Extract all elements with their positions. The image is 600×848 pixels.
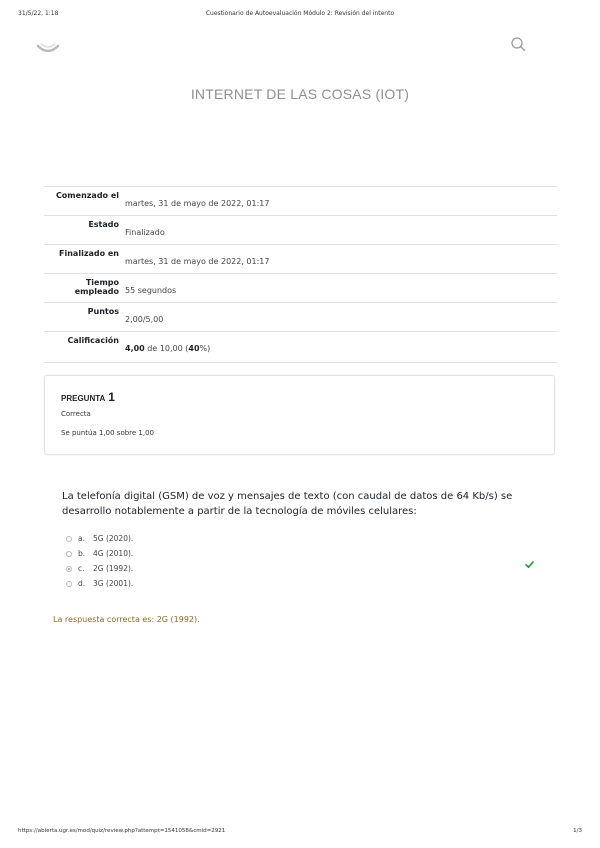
answer-list [66, 531, 133, 591]
print-date: 31/5/22, 1:18 [18, 10, 59, 17]
answer-text: 3G (2001). [93, 579, 134, 588]
summary-value: 55 segundos [125, 286, 177, 295]
answer-text: 2G (1992). [93, 564, 134, 573]
print-footer [18, 828, 582, 838]
print-page-number: 1/3 [573, 828, 582, 834]
course-title: INTERNET DE LAS COSAS (IOT) [190, 86, 410, 102]
question-label: PREGUNTA [61, 394, 106, 403]
radio-button[interactable] [66, 536, 72, 542]
summary-label: Comenzado el [55, 191, 119, 200]
answer-letter: d. [78, 579, 86, 588]
summary-row-state [44, 215, 557, 244]
answer-text: 4G (2010). [93, 549, 134, 558]
summary-label: Tiempo empleado [74, 278, 119, 296]
logo-icon[interactable] [36, 38, 60, 56]
summary-grade-value [119, 332, 210, 362]
radio-button-selected[interactable] [66, 566, 72, 572]
answer-option-b[interactable] [66, 546, 133, 561]
summary-value: 2,00/5,00 [125, 315, 164, 324]
attempt-summary-table [44, 186, 557, 363]
print-doc-title: Cuestionario de Autoevaluación Módulo 2: Revisión del intento [205, 10, 395, 17]
summary-value: martes, 31 de mayo de 2022, 01:17 [125, 199, 270, 208]
grade-score: 4,00 [125, 344, 145, 353]
question-grade: Se puntúa 1,00 sobre 1,00 [61, 429, 155, 437]
correct-answer-feedback: La respuesta correcta es: 2G (1992). [53, 615, 200, 624]
answer-letter: a. [78, 534, 85, 543]
summary-row-grade [44, 331, 557, 363]
summary-label: Finalizado en [59, 249, 119, 258]
search-icon[interactable] [510, 36, 526, 52]
radio-button[interactable] [66, 551, 72, 557]
answer-option-c[interactable] [66, 561, 133, 576]
answer-option-d[interactable] [66, 576, 133, 591]
answer-option-a[interactable] [66, 531, 133, 546]
summary-value: martes, 31 de mayo de 2022, 01:17 [125, 257, 270, 266]
question-info-box [44, 375, 555, 455]
summary-row-finished [44, 244, 557, 273]
grade-percent: 40 [188, 344, 200, 353]
answer-letter: c. [78, 564, 85, 573]
grade-close: %) [199, 344, 211, 353]
radio-button[interactable] [66, 581, 72, 587]
grade-of: de 10,00 ( [144, 344, 189, 353]
summary-label: Estado [88, 220, 119, 229]
summary-row-time-taken [44, 273, 557, 302]
print-header [18, 10, 582, 20]
check-icon [525, 560, 534, 569]
question-heading [61, 390, 115, 404]
summary-row-marks [44, 302, 557, 331]
answer-letter: b. [78, 549, 86, 558]
question-state: Correcta [61, 410, 91, 418]
summary-row-started [44, 186, 557, 215]
print-url: https://abierta.ugr.es/mod/quiz/review.php?attempt=1541058&cmid=2921 [18, 828, 226, 834]
question-text: La telefonía digital (GSM) de voz y mensajes de texto (con caudal de datos de 64 Kb/s) se desarrollo notablemente a partir de la tecnología de móviles celulares: [62, 491, 513, 517]
summary-label: Puntos [87, 307, 119, 316]
answer-text: 5G (2020). [93, 534, 134, 543]
question-number: 1 [108, 390, 115, 404]
summary-label: Calificación [67, 336, 119, 345]
summary-value: Finalizado [125, 228, 165, 237]
